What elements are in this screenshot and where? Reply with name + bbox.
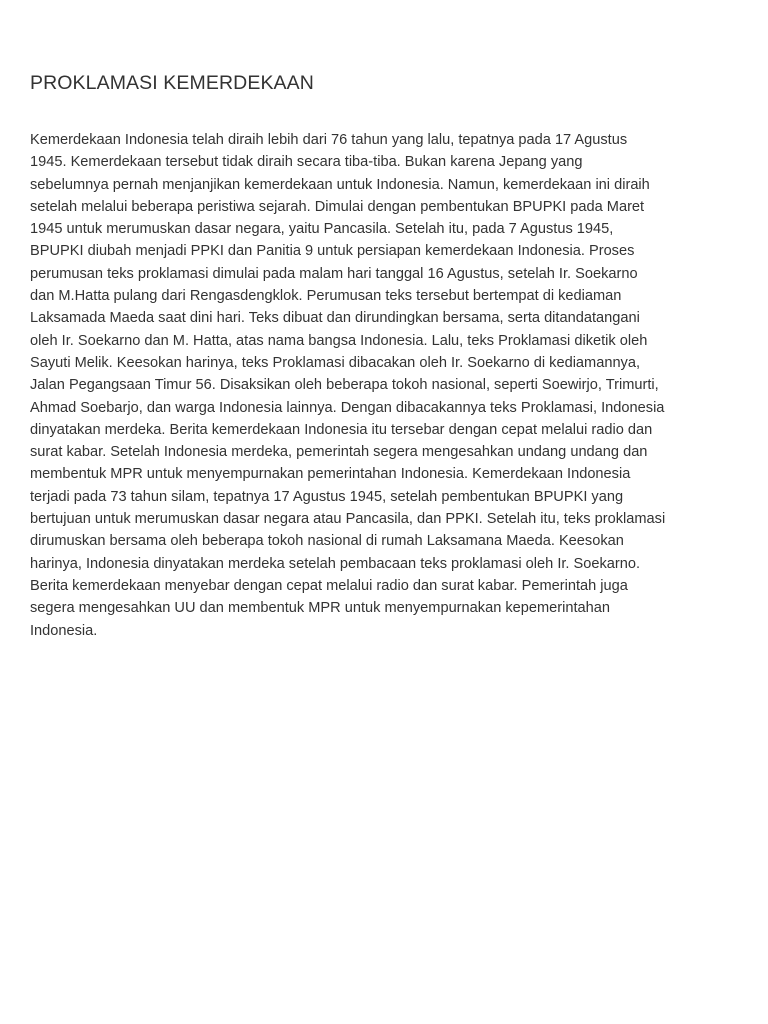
document-title: PROKLAMASI KEMERDEKAAN xyxy=(30,72,314,94)
document-body-paragraph: Kemerdekaan Indonesia telah diraih lebih dari 76 tahun yang lalu, tepatnya pada 17 Agustus 1945. Kemerdekaan tersebut tidak diraih secara tiba-tiba. Bukan karena Jepang yang sebelumnya pernah menjanjikan kemerdekaan untuk Indonesia. Namun, kemerdekaan ini diraih setelah melalui beberapa peristiwa sejarah. Dimulai dengan pembentukan BPUPKI pada Maret 1945 untuk merumuskan dasar negara, yaitu Pancasila. Setelah itu, pada 7 Agustus 1945, BPUPKI diubah menjadi PPKI dan Panitia 9 untuk persiapan kemerdekaan Indonesia. Proses perumusan teks proklamasi dimulai pada malam hari tanggal 16 Agustus, setelah Ir. Soekarno dan M.Hatta pulang dari Rengasdengklok. Perumusan teks tersebut bertempat di kediaman Laksamada Maeda saat dini hari. Teks dibuat dan dirundingkan bersama, serta ditandatangani oleh Ir. Soekarno dan M. Hatta, atas nama bangsa Indonesia. Lalu, teks Proklamasi diketik oleh Sayuti Melik. Keesokan harinya, teks Proklamasi dibacakan oleh Ir. Soekarno di kediamannya, Jalan Pegangsaan Timur 56. Disaksikan oleh beberapa tokoh nasional, seperti Soewirjo, Trimurti, Ahmad Soebarjo, dan warga Indonesia lainnya. Dengan dibacakannya teks Proklamasi, Indonesia dinyatakan merdeka. Berita kemerdekaan Indonesia itu tersebar dengan cepat melalui radio dan surat kabar. Setelah Indonesia merdeka, pemerintah segera mengesahkan undang undang dan membentuk MPR untuk menyempurnakan pemerintahan Indonesia. Kemerdekaan Indonesia terjadi pada 73 tahun silam, tepatnya 17 Agustus 1945, setelah pembentukan BPUPKI yang bertujuan untuk merumuskan dasar negara atau Pancasila, dan PPKI. Setelah itu, teks proklamasi dirumuskan bersama oleh beberapa tokoh nasional di rumah Laksamana Maeda. Keesokan harinya, Indonesia dinyatakan merdeka setelah pembacaan teks proklamasi oleh Ir. Soekarno. Berita kemerdekaan menyebar dengan cepat melalui radio dan surat kabar. Pemerintah juga segera mengesahkan UU dan membentuk MPR untuk menyempurnakan kepemerintahan Indonesia. xyxy=(30,132,666,639)
